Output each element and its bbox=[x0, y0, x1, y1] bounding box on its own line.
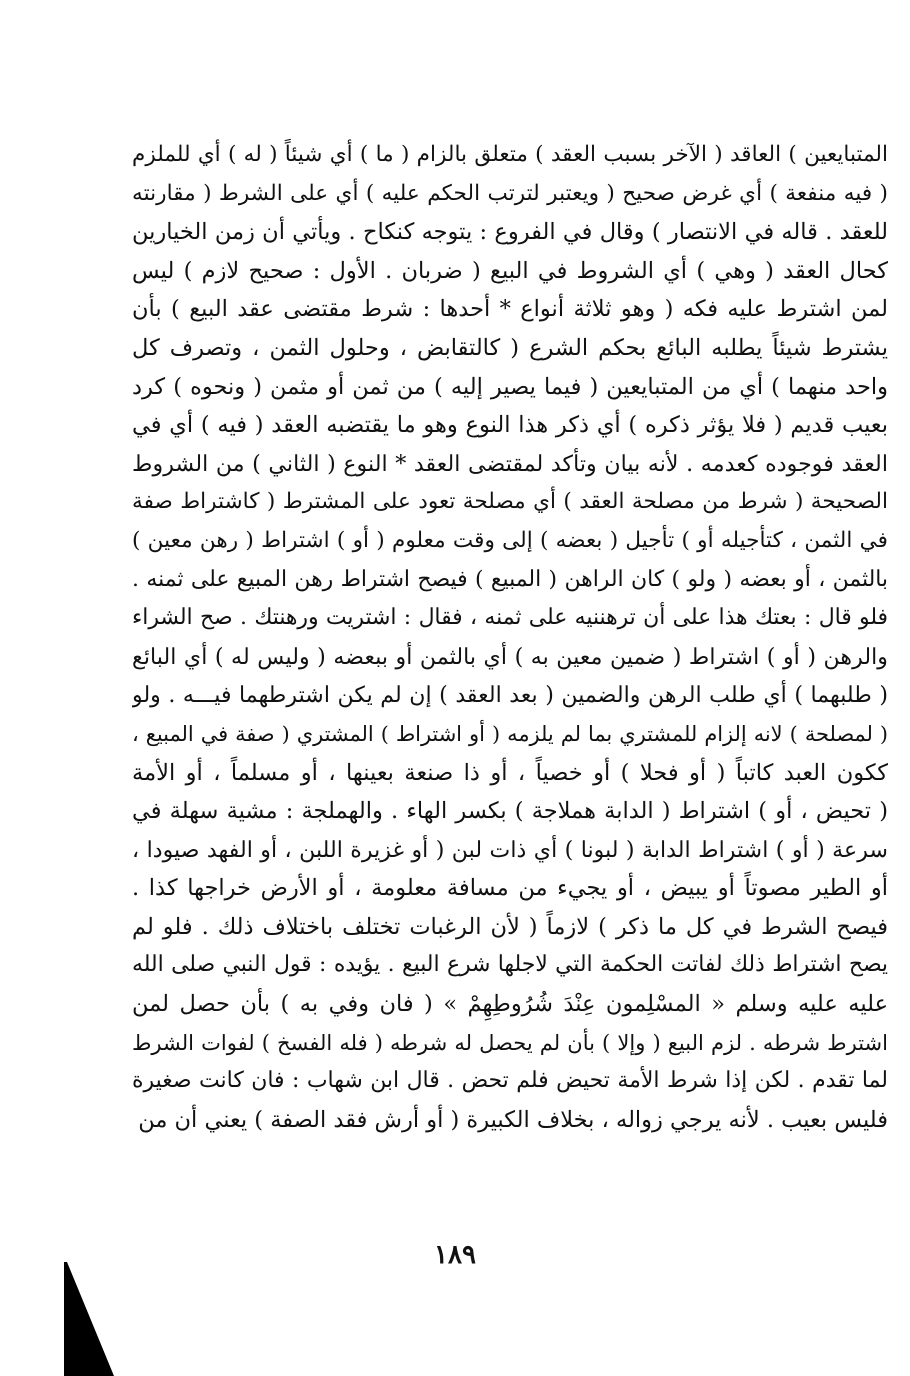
text-line: ككون العبد كاتباً ( أو فحلا ) أو خصياً ، أو ذا صنعة بعينها ، أو مسلماً ، أو الأمة bbox=[132, 759, 888, 786]
text-line: ( فيه منفعة ) أي غرض صحيح ( ويعتبر لترتب الحكم عليه ) أي على الشرط ( مقارنته bbox=[132, 180, 888, 206]
text-line: فلو قال : بعتك هذا على أن ترهننيه على ثمنه ، فقال : اشتريت ورهنتك . صح الشراء bbox=[132, 605, 888, 631]
text-line: الصحيحة ( شرط من مصلحة العقد ) أي مصلحة تعود على المشترط ( كاشتراط صفة bbox=[132, 489, 888, 515]
text-line: المتبايعين ) العاقد ( الآخر بسبب العقد ) متعلق بالزام ( ما ) أي شيئاً ( له ) أي للملزم bbox=[132, 142, 888, 167]
text-line: كحال العقد ( وهي ) أي الشروط في البيع ( ضربان . الأول : صحيح لازم ) ليس bbox=[132, 257, 888, 284]
text-line: ( لمصلحة ) لانه إلزام للمشتري بما لم يلزمه ( أو اشتراط ) المشتري ( صفة في المبيع ، bbox=[132, 721, 888, 746]
text-line: أو الطير مصوتاً أو يبيض ، أو يجيء من مسافة معلومة ، أو الأرض خراجها كذا . bbox=[132, 875, 888, 902]
text-line: يشترط شيئاً يطلبه البائع بحكم الشرع ( كالتقابض ، وحلول الثمن ، وتصرف كل bbox=[132, 334, 888, 361]
text-line: في الثمن ، كتأجيله أو ) تأجيل ( بعضه ) إلى وقت معلوم ( أو ) اشتراط ( رهن معين ) bbox=[132, 527, 888, 553]
text-line: يصح اشتراط ذلك لفاتت الحكمة التي لاجلها شرع البيع . يؤيده : قول النبي صلى الله bbox=[132, 952, 888, 978]
text-line: لما تقدم . لكن إذا شرط الأمة تحيض فلم تحض . قال ابن شهاب : فان كانت صغيرة bbox=[132, 1068, 888, 1094]
text-line: لمن اشترط عليه فكه ( وهو ثلاثة أنواع * أحدها : شرط مقتضى عقد البيع ) بأن bbox=[132, 296, 888, 323]
text-line: اشترط شرطه . لزم البيع ( وإلا ) بأن لم يحصل له شرطه ( فله الفسخ ) لفوات الشرط bbox=[132, 1029, 888, 1055]
text-line: واحد منهما ) أي من المتبايعين ( فيما يصير إليه ) من ثمن أو مثمن ( ونحوه ) كرد bbox=[132, 373, 888, 400]
text-line: للعقد . قاله في الانتصار ) وقال في الفروع : يتوجه كنكاح . ويأتي أن زمن الخيارين bbox=[132, 219, 888, 246]
corner-shadow-mark bbox=[64, 1262, 114, 1376]
text-line: سرعة ( أو ) اشتراط الدابة ( لبونا ) أي ذات لبن ( أو غزيرة اللبن ، أو الفهد صيودا ، bbox=[132, 836, 888, 863]
page-number: ١٨٩ bbox=[434, 1240, 476, 1270]
text-line: فليس بعيب . لأنه يرجي زواله ، بخلاف الكبيرة ( أو أرش فقد الصفة ) يعني أن من bbox=[138, 1106, 888, 1133]
text-line: ( تحيض ، أو ) اشتراط ( الدابة هملاجة ) بكسر الهاء . والهملجة : مشية سهلة في bbox=[132, 798, 888, 825]
text-line: العقد فوجوده كعدمه . لأنه بيان وتأكد لمقتضى العقد * النوع ( الثاني ) من الشروط bbox=[132, 450, 888, 477]
text-line: والرهن ( أو ) اشتراط ( ضمين معين به ) أي بالثمن أو ببعضه ( وليس له ) أي البائع bbox=[132, 643, 888, 670]
body-text bbox=[132, 136, 888, 1139]
text-line: بعيب قديم ( فلا يؤثر ذكره ) أي ذكر هذا النوع وهو ما يقتضبه العقد ( فيه ) أي في bbox=[132, 412, 888, 439]
text-line: عليه عليه وسلم « المسْلِمون عِنْدَ شُرُوطِهِمْ » ( فان وفي به ) بأن حصل لمن bbox=[132, 991, 888, 1018]
text-line: بالثمن ، أو بعضه ( ولو ) كان الراهن ( المبيع ) فيصح اشتراط رهن المبيع على ثمنه . bbox=[132, 566, 888, 592]
text-line: فيصح الشرط في كل ما ذكر ) لازماً ( لأن الرغبات تختلف باختلاف ذلك . فلو لم bbox=[132, 913, 888, 940]
text-line: ( طلبهما ) أي طلب الرهن والضمين ( بعد العقد ) إن لم يكن اشترطهما فيـــه . ولو bbox=[132, 682, 888, 709]
